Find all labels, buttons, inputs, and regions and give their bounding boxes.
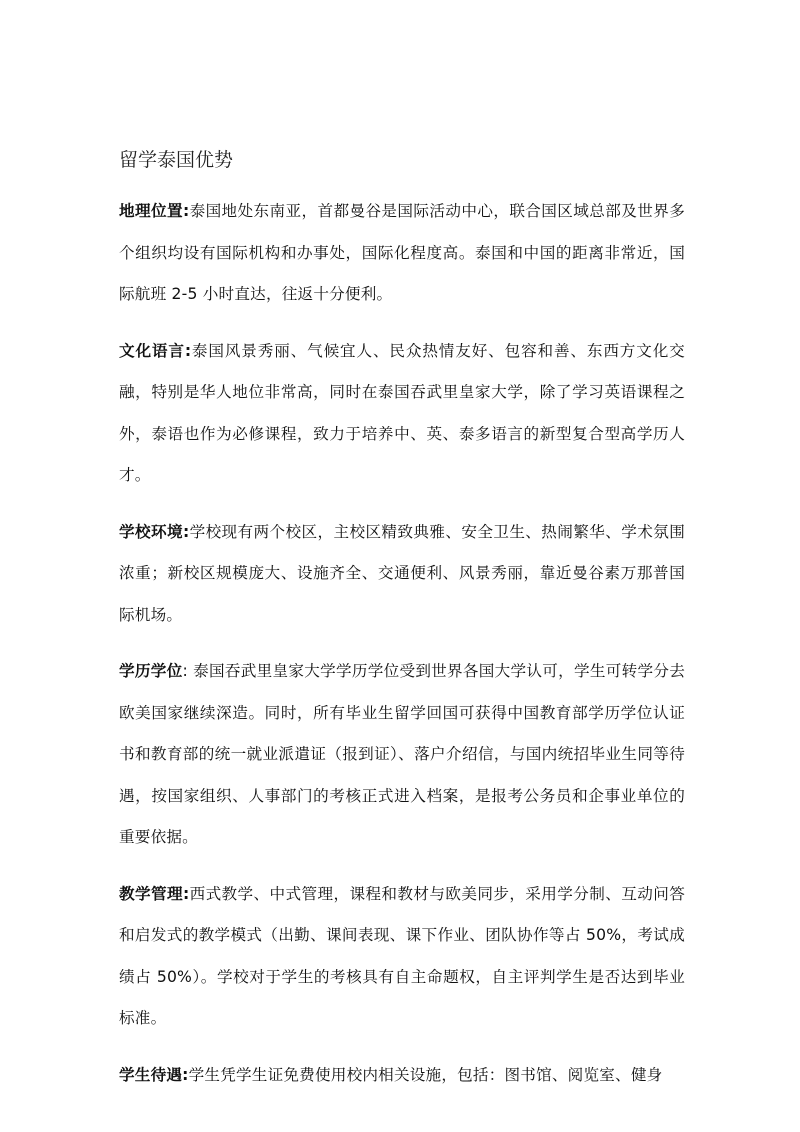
section-degree xyxy=(119,651,685,859)
document-page xyxy=(119,144,685,1096)
section-text: 学生凭学生证免费使用校内相关设施，包括：图书馆、阅览室、健身 xyxy=(188,1065,663,1084)
section-label: 学历学位 xyxy=(119,662,183,680)
document-title: 留学泰国优势 xyxy=(119,149,234,171)
section-label: 教学管理: xyxy=(119,884,190,903)
section-geography xyxy=(119,191,685,316)
section-text: 学校现有两个校区，主校区精致典雅、安全卫生、热闹繁华、学术氛围浓重；新校区规模庞大、设施齐全、交通便利、风景秀丽，靠近曼谷素万那普国际机场。 xyxy=(119,522,685,624)
section-teaching-management xyxy=(119,874,685,1040)
section-label: 学生待遇: xyxy=(119,1065,189,1084)
section-label: 学校环境: xyxy=(119,522,190,541)
section-text: 西式教学、中式管理，课程和教材与欧美同步，采用学分制、互动问答和启发式的教学模式（出勤、课间表现、课下作业、团队协作等占 50%，考试成绩占 50%）。学校对于学生的考核具有自主命题权，自主评判学生是否达到毕业标准。 xyxy=(119,884,685,1027)
section-label: 地理位置: xyxy=(119,202,190,220)
section-label: 文化语言: xyxy=(119,341,192,360)
section-student-benefits xyxy=(119,1055,685,1097)
section-culture-language xyxy=(119,331,685,497)
section-text: 泰国风景秀丽、气候宜人、民众热情友好、包容和善、东西方文化交融，特别是华人地位非常高，同时在泰国吞武里皇家大学，除了学习英语课程之外，泰语也作为必修课程，致力于培养中、英、泰多语言的新型复合型高学历人才。 xyxy=(119,341,685,484)
section-campus-environment xyxy=(119,512,685,637)
section-text: : 泰国吞武里皇家大学学历学位受到世界各国大学认可，学生可转学分去欧美国家继续深造。同时，所有毕业生留学回国可获得中国教育部学历学位认证书和教育部的统一就业派遣证（报到证）、落户介绍信，与国内统招毕业生同等待遇，按国家组织、人事部门的考核正式进入档案，是报考公务员和企事业单位的重要依据。 xyxy=(119,662,685,846)
section-text: 泰国地处东南亚，首都曼谷是国际活动中心，联合国区域总部及世界多个组织均设有国际机构和办事处，国际化程度高。泰国和中国的距离非常近，国际航班 2-5 小时直达，往返十分便利。 xyxy=(119,202,685,303)
